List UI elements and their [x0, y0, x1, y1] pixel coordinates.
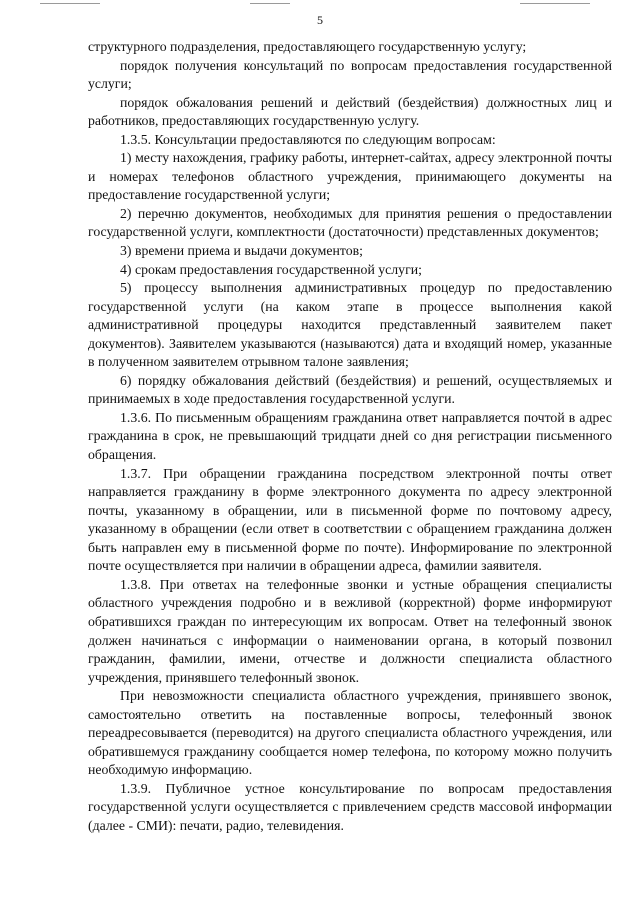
paragraph: 2) перечню документов, необходимых для принятия решения о предоставлении государственной услуги, комплектности (достаточности) представленных документов;: [88, 205, 612, 240]
paragraph: При невозможности специалиста областного учреждения, принявшего звонок, самостоятельно ответить на поставленные вопросы, телефонный звонок переадресовывается (переводится) на другого специалиста областного учреждения, или обратившемуся гражданину сообщается номер телефона, по которому можно получить необходимую информацию.: [88, 688, 612, 778]
paragraph: 1.3.6. По письменным обращениям гражданина ответ направляется почтой в адрес гражданина в срок, не превышающий тридцати дней со дня регистрации письменного обращения.: [88, 409, 612, 463]
paragraph: 1.3.5. Консультации предоставляются по следующим вопросам:: [120, 131, 496, 147]
document-body: [88, 38, 612, 836]
paragraph: порядок обжалования решений и действий (бездействия) должностных лиц и работников, предоставляющих государственную услугу.: [88, 94, 612, 129]
paragraph: 1) месту нахождения, графику работы, интернет-сайтах, адресу электронной почты и номерах телефонов областного учреждения, принимающего документы на предоставление государственной услуги;: [88, 150, 612, 203]
paragraph: 4) срокам предоставления государственной услуги;: [120, 261, 422, 277]
paragraph: структурного подразделения, предоставляющего государственную услугу;: [88, 39, 527, 54]
paragraph: 1.3.7. При обращении гражданина посредством электронной почты ответ направляется гражданину в форме электронного документа по адресу электронной почты, указанному в обращении, или в письменной форме по почтовому адресу, указанному в обращении (если ответ в соответствии с обращением гражданина должен быть направлен ему в письменной форме по почте). Информирование по электронной почте осуществляется при наличии в обращении адреса, фамилии заявителя.: [88, 465, 612, 574]
paragraph: 1.3.9. Публичное устное консультирование по вопросам предоставления государственной услуги осуществляется с привлечением средств массовой информации (далее - СМИ): печати, радио, телевидения.: [88, 780, 612, 833]
scan-artifact-line: [40, 3, 100, 4]
paragraph: 3) времени приема и выдачи документов;: [120, 243, 364, 259]
paragraph: 6) порядку обжалования действий (бездействия) и решений, осуществляемых и принимаемых в ходе предоставления государственной услуги.: [88, 372, 612, 407]
page-number: 5: [317, 13, 323, 27]
paragraph: 1.3.8. При ответах на телефонные звонки и устные обращения специалисты областного учреждения подробно и в вежливой (корректной) форме информируют обратившихся граждан по интересующим их вопросам. Ответ на телефонный звонок должен начинаться с информации о наименовании органа, в который позвонил гражданин, фамилии, имени, отчестве и должности специалиста областного учреждения, принявшего телефонный звонок.: [88, 576, 612, 685]
scan-artifact-line: [250, 3, 290, 4]
paragraph: 5) процессу выполнения административных процедур по предоставлению государственной услуги (на каком этапе в процессе выполнения какой административной процедуры находится представленный заявителем пакет документов). Заявителем указываются (называются) дата и входящий номер, указанные в полученном заявителем отрывном талоне заявления;: [88, 280, 612, 370]
paragraph: порядок получения консультаций по вопросам предоставления государственной услуги;: [88, 57, 612, 92]
scan-artifact-line: [520, 3, 590, 4]
